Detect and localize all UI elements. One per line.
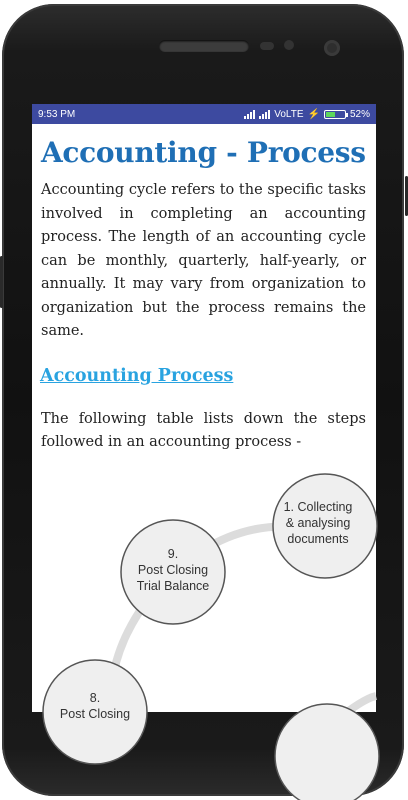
battery-percent: 52% xyxy=(349,108,370,120)
step-circle-2-partial xyxy=(275,704,379,800)
signal-icon-2 xyxy=(259,110,270,119)
step-8-line-2: Post Closing xyxy=(59,707,131,721)
volume-button xyxy=(0,256,3,308)
section-paragraph: The following table lists down the steps followed in an accounting process - xyxy=(41,410,366,450)
intro-paragraph: Accounting cycle refers to the specific tasks involved in completing an accounting process. The length of an accounting cycle can be monthly, quarterly, half-yearly, or annually. It may vary from organization to organization but the process remains the same. xyxy=(41,182,366,339)
page-title: Accounting - Process xyxy=(41,136,366,169)
step-9-line-3: Trial Balance xyxy=(136,579,210,593)
step-1-line-3: documents xyxy=(287,532,349,546)
accounting-cycle-diagram xyxy=(32,464,376,721)
battery-icon xyxy=(324,110,346,119)
step-9-line-2: Post Closing xyxy=(137,563,209,577)
step-circle-1 xyxy=(273,474,377,578)
signal-icon xyxy=(244,110,255,119)
front-camera xyxy=(324,40,340,56)
section-heading-link[interactable]: Accounting Process xyxy=(40,365,234,386)
proximity-sensor xyxy=(260,42,274,50)
step-circle-9 xyxy=(121,520,225,624)
status-time: 9:53 PM xyxy=(38,108,76,120)
status-bar xyxy=(32,104,376,124)
step-9-line-1: 9. xyxy=(167,547,179,561)
earpiece-speaker xyxy=(159,40,249,52)
step-8-line-1: 8. xyxy=(89,691,101,705)
light-sensor xyxy=(284,40,294,50)
step-1-line-2: & analysing xyxy=(285,516,351,530)
article-content xyxy=(32,136,376,455)
phone-screen xyxy=(32,104,376,721)
svg-text:1. Collecting& analysingdocume xyxy=(284,500,353,546)
step-circle-8 xyxy=(43,660,147,764)
network-type: VoLTE xyxy=(274,108,304,120)
step-1-line-1: 1. Collecting xyxy=(283,500,353,514)
charging-icon: ⚡ xyxy=(307,108,320,120)
